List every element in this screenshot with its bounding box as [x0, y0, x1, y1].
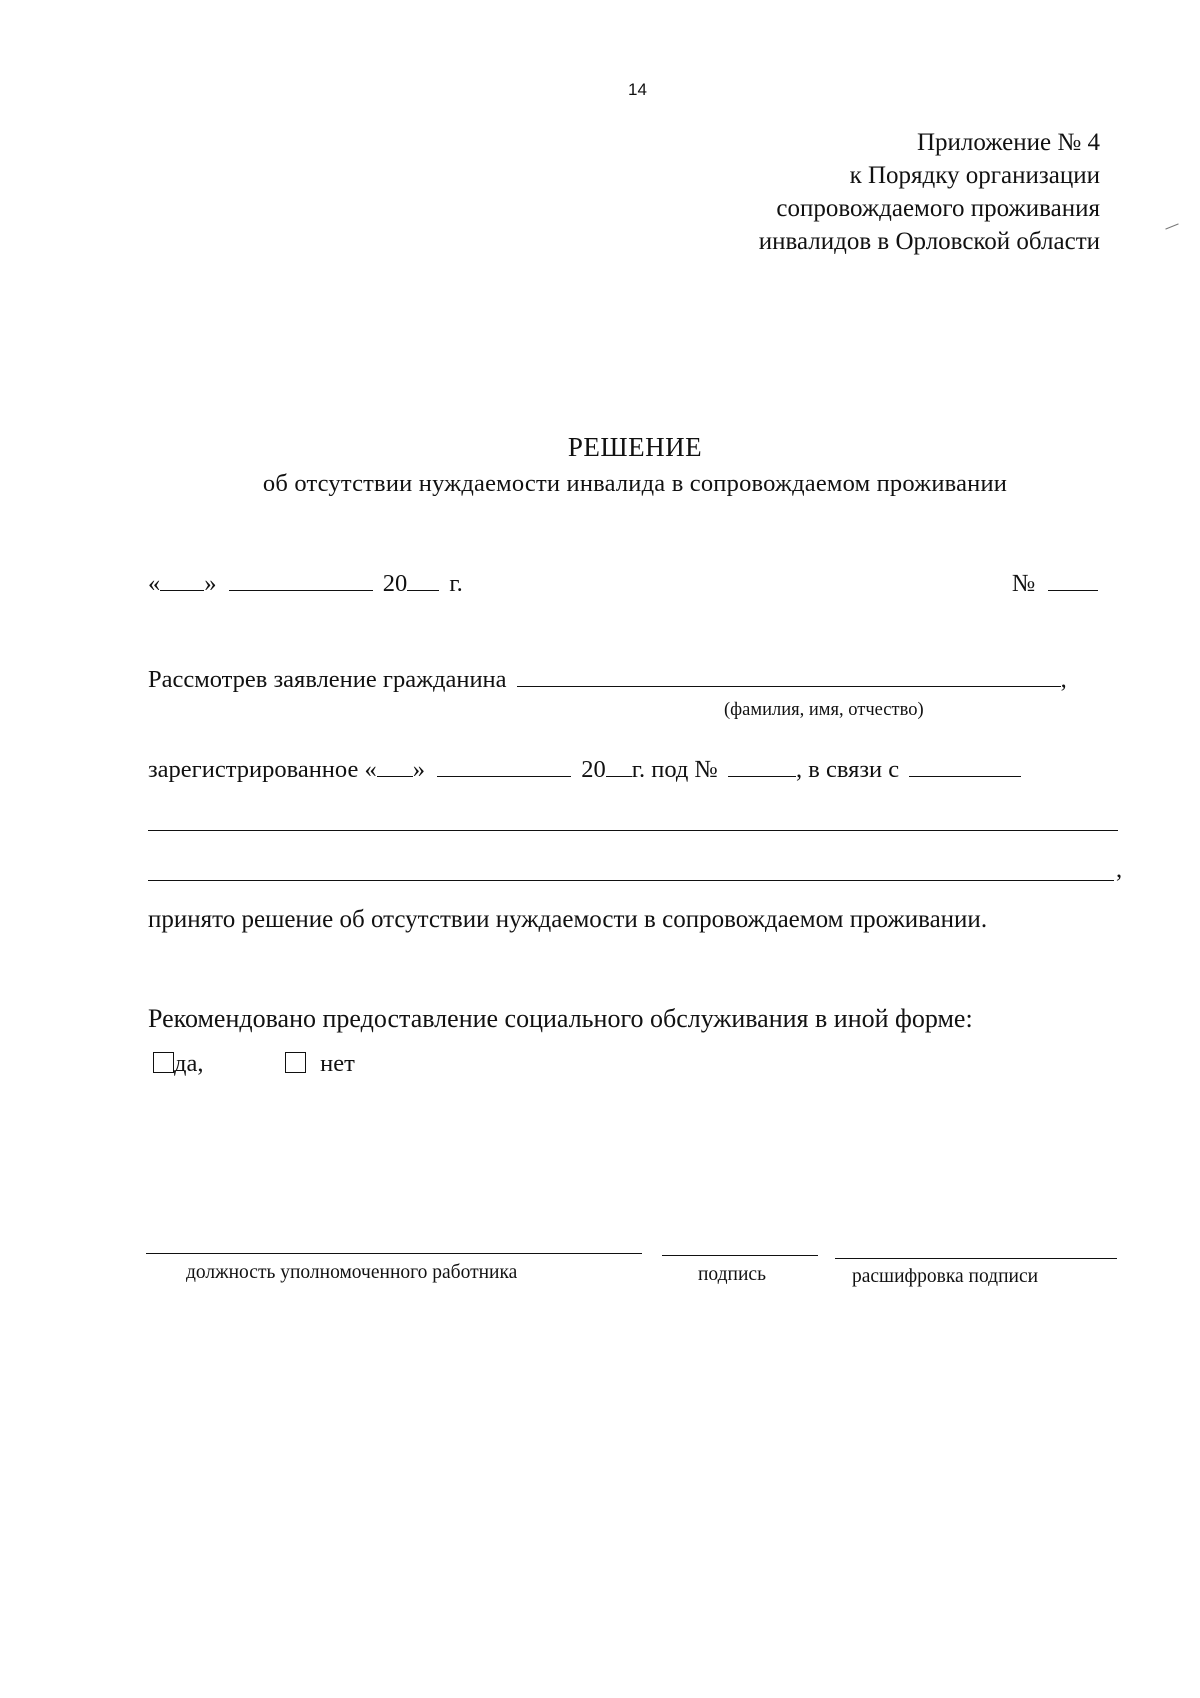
- recommendation-text: Рекомендовано предоставление социального обслуживания в иной форме:: [148, 1004, 973, 1033]
- document-subtitle: об отсутствии нуждаемости инвалида в сопровождаемом проживании: [262, 470, 1008, 497]
- decision-number-field[interactable]: [1048, 568, 1098, 591]
- position-label: должность уполномоченного работника: [186, 1262, 518, 1283]
- appendix-line-4: инвалидов в Орловской области: [758, 228, 1100, 255]
- option-yes[interactable]: [153, 1050, 203, 1078]
- appendix-line-2: к Порядку организации: [849, 162, 1100, 189]
- registered-text: зарегистрированное «: [148, 756, 377, 783]
- checkbox-yes-icon[interactable]: [153, 1052, 174, 1073]
- decision-number: [1012, 568, 1098, 598]
- registered-number-field[interactable]: [728, 754, 796, 777]
- date-open-quote: «: [148, 570, 161, 597]
- signature-label: подпись: [698, 1264, 766, 1285]
- applicant-row: [148, 664, 1067, 694]
- year-prefix: 20: [382, 570, 408, 597]
- option-no[interactable]: [285, 1050, 355, 1078]
- decision-text: принято решение об отсутствии нуждаемости в сопровождаемом проживании.: [148, 906, 988, 933]
- registered-year-prefix: 20: [581, 756, 606, 783]
- option-yes-label: да,: [174, 1050, 204, 1077]
- year-field[interactable]: [407, 568, 439, 591]
- month-field[interactable]: [229, 568, 373, 591]
- registered-year-suffix: г. под №: [631, 756, 718, 783]
- registered-year-field[interactable]: [606, 754, 632, 777]
- applicant-caption: (фамилия, имя, отчество): [724, 700, 924, 720]
- number-label: №: [1012, 570, 1036, 597]
- signature-line[interactable]: [662, 1255, 818, 1256]
- checkbox-no-icon[interactable]: [285, 1052, 306, 1073]
- stray-mark: [1165, 223, 1178, 229]
- day-field[interactable]: [160, 568, 204, 591]
- registered-month-field[interactable]: [437, 754, 571, 777]
- appendix-line-3: сопровождаемого проживания: [776, 195, 1100, 222]
- document-title: РЕШЕНИЕ: [567, 432, 703, 462]
- date-close-quote: »: [204, 570, 217, 597]
- option-no-label: нет: [320, 1050, 355, 1077]
- appendix-header: [759, 126, 1100, 258]
- position-line[interactable]: [146, 1253, 642, 1254]
- registered-row: [148, 754, 1021, 784]
- decoding-line[interactable]: [835, 1258, 1117, 1259]
- registered-close-quote: »: [412, 756, 425, 783]
- reason-field[interactable]: [909, 754, 1021, 777]
- registered-day-field[interactable]: [377, 754, 413, 777]
- applicant-comma: ,: [1060, 666, 1067, 693]
- appendix-line-1: Приложение № 4: [916, 129, 1100, 156]
- reason-line-2[interactable]: [148, 880, 1114, 881]
- reason-line-comma: ,: [1116, 856, 1123, 883]
- applicant-name-field[interactable]: [517, 664, 1061, 687]
- reason-line-1[interactable]: [148, 830, 1118, 831]
- applicant-text: Рассмотрев заявление гражданина: [148, 666, 507, 693]
- year-suffix: г.: [449, 570, 463, 597]
- decoding-label: расшифровка подписи: [852, 1266, 1039, 1287]
- date-row: [148, 568, 463, 598]
- page-number: 14: [628, 80, 647, 99]
- registered-reason: , в связи с: [796, 756, 900, 783]
